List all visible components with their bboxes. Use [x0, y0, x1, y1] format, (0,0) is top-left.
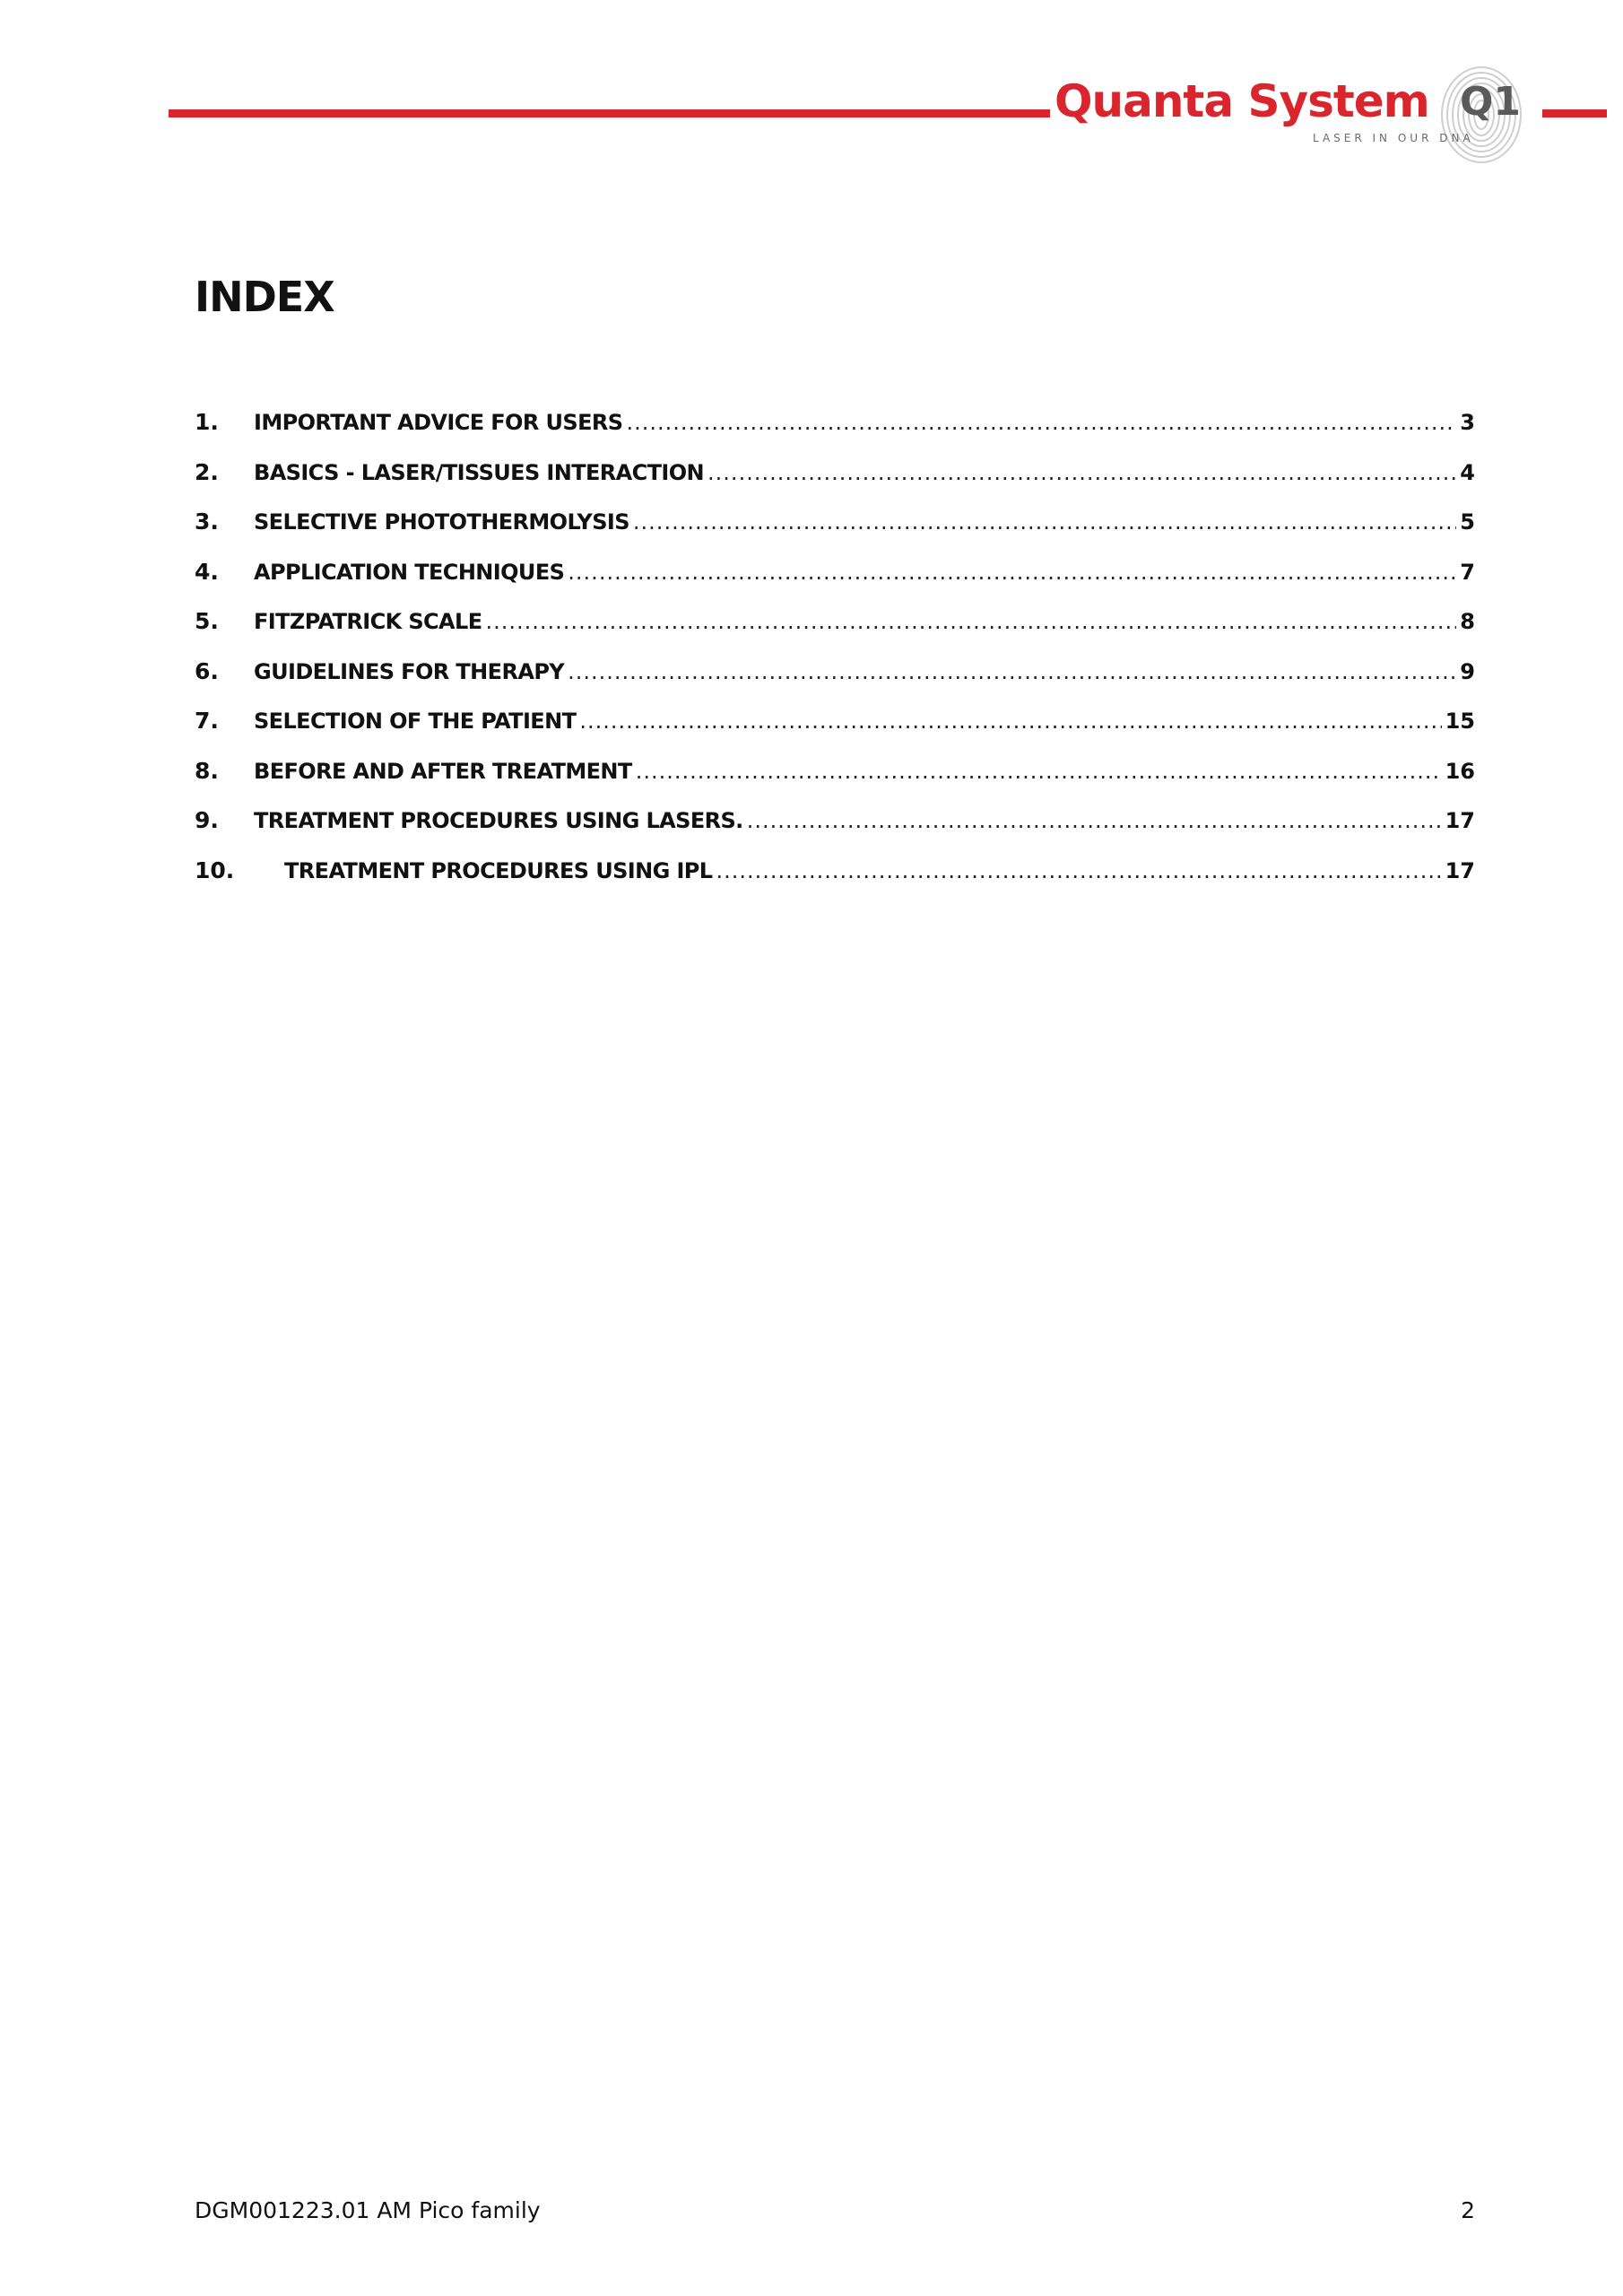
header-rule-left: [169, 109, 1050, 117]
footer-document-id: DGM001223.01 AM Pico family: [195, 2197, 541, 2223]
toc-dot-leader: [486, 609, 1457, 634]
toc-entry-page: 17: [1445, 857, 1475, 883]
toc-entry[interactable]: [195, 857, 1475, 908]
toc-entry[interactable]: [195, 559, 1475, 609]
toc-entry-number: 3.: [195, 509, 219, 535]
toc-dot-leader: [636, 759, 1442, 784]
toc-entry[interactable]: [195, 758, 1475, 808]
toc-entry[interactable]: [195, 409, 1475, 459]
toc-entry-page: 17: [1445, 808, 1475, 833]
toc-entry-title: TREATMENT PROCEDURES USING IPL: [284, 857, 713, 883]
brand-name: Quanta System: [1055, 75, 1429, 127]
toc-entry-number: 9.: [195, 807, 219, 833]
toc-entry-title: SELECTIVE PHOTOTHERMOLYSIS: [254, 509, 629, 535]
page-title: INDEX: [195, 273, 334, 321]
toc-entry-number: 6.: [195, 657, 219, 684]
toc-entry[interactable]: [195, 807, 1475, 857]
footer-page-number: 2: [1461, 2197, 1475, 2223]
toc-dot-leader: [716, 858, 1441, 883]
toc-entry-title: APPLICATION TECHNIQUES: [254, 559, 565, 585]
toc-entry-number: 2.: [195, 458, 219, 485]
toc-entry-title: BASICS - LASER/TISSUES INTERACTION: [254, 459, 705, 485]
toc-entry-page: 8: [1460, 609, 1475, 634]
toc-entry[interactable]: [195, 658, 1475, 709]
table-of-contents: [195, 409, 1475, 907]
toc-entry[interactable]: [195, 608, 1475, 658]
brand-logo: [1051, 59, 1541, 172]
toc-entry[interactable]: [195, 509, 1475, 559]
toc-entry-number: 1.: [195, 409, 219, 435]
toc-dot-leader: [568, 560, 1456, 585]
toc-entry-title: BEFORE AND AFTER TREATMENT: [254, 758, 632, 784]
toc-entry-page: 7: [1460, 559, 1475, 585]
toc-entry-number: 4.: [195, 558, 219, 585]
toc-dot-leader: [747, 808, 1442, 833]
toc-dot-leader: [579, 709, 1441, 734]
toc-entry-page: 5: [1460, 509, 1475, 535]
toc-entry-page: 9: [1460, 658, 1475, 684]
toc-dot-leader: [626, 410, 1456, 435]
toc-entry-title: TREATMENT PROCEDURES USING LASERS.: [254, 808, 743, 833]
toc-entry[interactable]: [195, 459, 1475, 509]
toc-entry-title: SELECTION OF THE PATIENT: [254, 709, 577, 734]
toc-dot-leader: [633, 509, 1456, 535]
toc-dot-leader: [707, 460, 1456, 485]
toc-entry-page: 16: [1445, 758, 1475, 784]
toc-entry-number: 5.: [195, 608, 219, 634]
brand-tagline: LASER IN OUR DNA: [1313, 132, 1474, 144]
toc-entry[interactable]: [195, 708, 1475, 758]
toc-dot-leader: [568, 659, 1456, 684]
toc-entry-number: 10.: [195, 857, 235, 883]
header-rule-right: [1542, 109, 1607, 117]
toc-entry-page: 4: [1460, 459, 1475, 485]
toc-entry-number: 8.: [195, 757, 219, 784]
toc-entry-title: GUIDELINES FOR THERAPY: [254, 658, 565, 684]
toc-entry-page: 3: [1460, 410, 1475, 435]
toc-entry-title: FITZPATRICK SCALE: [254, 609, 482, 634]
toc-entry-page: 15: [1445, 709, 1475, 734]
toc-entry-number: 7.: [195, 708, 219, 734]
brand-badge: Q1: [1460, 79, 1522, 125]
toc-entry-title: IMPORTANT ADVICE FOR USERS: [254, 410, 623, 435]
